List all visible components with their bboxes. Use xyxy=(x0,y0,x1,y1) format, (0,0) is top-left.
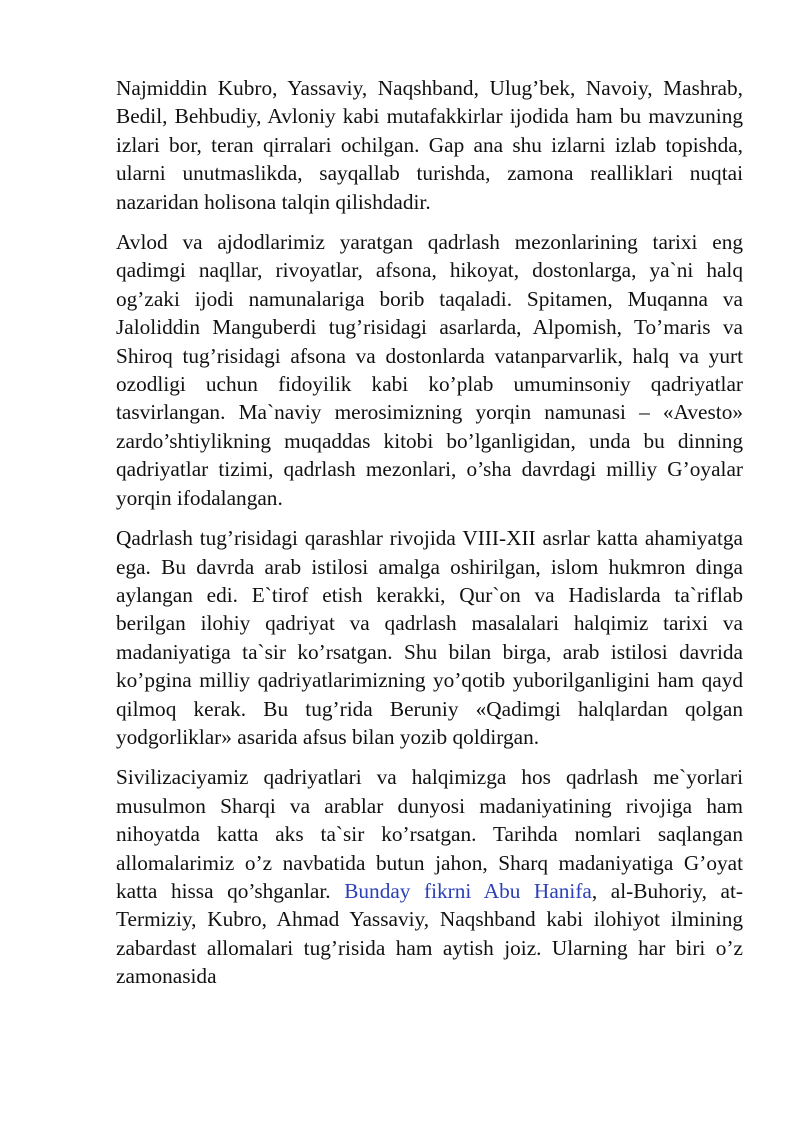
paragraph-1: Najmiddin Kubro, Yassaviy, Naqshband, Ulug’bek, Navoiy, Mashrab, Bedil, Behbudiy, Avloniy kabi mutafakkirlar ijodida ham bu mavzuning izlari bor, teran qirralari ochilgan. Gap ana shu izlarni izlab topishda, ularni unutmaslikda, sayqallab turishda, zamona realliklari nuqtai nazaridan holisona talqin qilishdadir. xyxy=(116,76,743,214)
paragraph-4-text-after: , al-Buhoriy, at-Termiziy, Kubro, Ahmad Yassaviy, Naqshband kabi ilohiyot ilmining zabardast allomalari tug’risida ham aytish joiz. Ularning har biri o’z zamonasida xyxy=(116,878,744,989)
paragraph-2: Avlod va ajdodlarimiz yaratgan qadrlash mezonlarining tarixi eng qadimgi naqllar, rivoyatlar, afsona, hikoyat, dostonlarga, ya`ni halq og’zaki ijodi namunalariga borib taqaladi. Spitamen, Muqanna va Jaloliddin Manguberdi tug’risidagi asarlarda, Alpomish, To’maris va Shiroq tug’risidagi afsona va dostonlarda vatanparvarlik, halq va yurt ozodligi uchun fidoyilik kabi ko’plab umuminsoniy qadriyatlar tasvirlangan. Ma`naviy merosimizning yorqin namunasi – «Avesto» zardo’shtiylikning muqaddas kitobi bo’lganligidan, unda bu dinning qadriyatlar tizimi, qadrlash mezonlari, o’sha davrdagi milliy G’oyalar yorqin ifodalangan. xyxy=(116,230,743,510)
hyperlink-abu-hanifa[interactable]: Bunday fikrni Abu Hanifa xyxy=(344,878,592,903)
paragraph-4-text-before: Sivilizaciyamiz qadriyatlari va halqimizga hos qadrlash me`yorlari musulmon Sharqi va arablar dunyosi madaniyatining rivojiga ham nihoyatda katta aks ta`sir ko’rsatgan. Tarihda nomlari saqlangan allomalarimiz o’z navbatida butun jahon, Sharq madaniyatiga G’oyat katta hissa qo’shganlar. xyxy=(116,765,743,903)
paragraph-3: Qadrlash tug’risidagi qarashlar rivojida VIII-XII asrlar katta ahamiyatga ega. Bu davrda arab istilosi amalga oshirilgan, islom hukmron dinga aylangan edi. E`tirof etish kerakki, Qur`on va Hadislarda ta`riflab berilgan ilohiy qadriyat va qadrlash masalalari halqimiz tarixi va madaniyatiga ta`sir ko’rsatgan. Shu bilan birga, arab istilosi davrida ko’pgina milliy qadriyatlarimizning yo’qotib yuborilganligini ham qayd qilmoq kerak. Bu tug’rida Beruniy «Qadimgi halqlardan qolgan yodgorliklar» asarida afsus bilan yozib qoldirgan. xyxy=(116,526,743,749)
document-page xyxy=(116,74,743,1003)
paragraph-4 xyxy=(116,763,743,990)
